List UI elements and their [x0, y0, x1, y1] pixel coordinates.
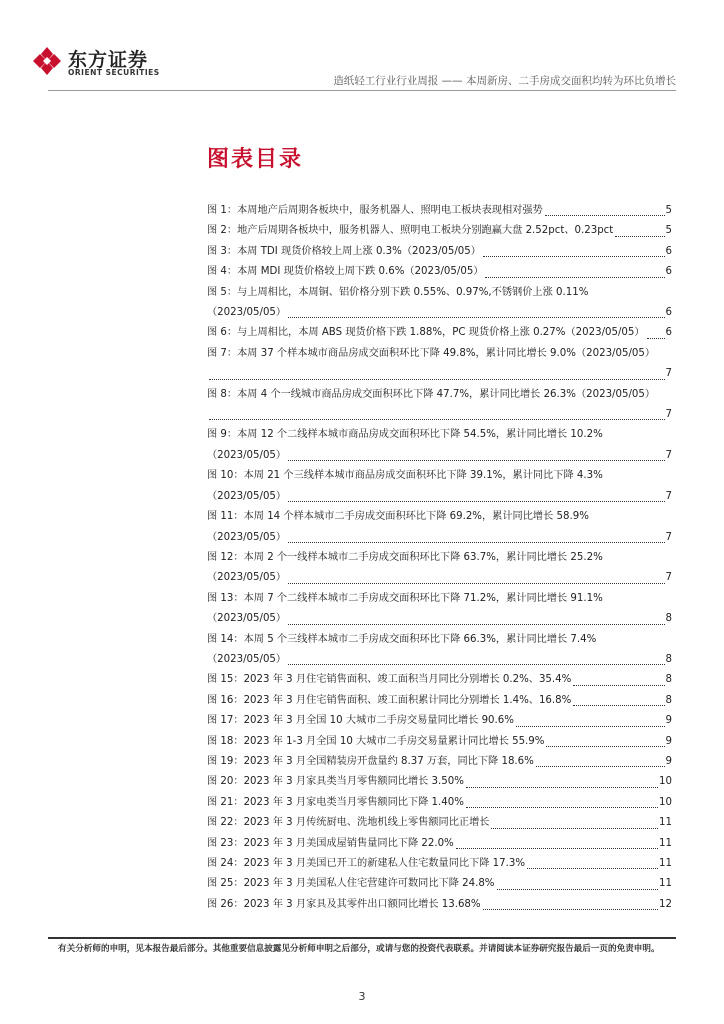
toc-leader-dots	[536, 766, 665, 767]
logo-english-name: ORIENT SECURITIES	[68, 68, 160, 77]
toc-leader-dots	[573, 685, 664, 686]
toc-entry-title: 图 23：2023 年 3 月美国成屋销售量同比下降 22.0%	[207, 837, 454, 849]
toc-entry[interactable]	[207, 670, 672, 690]
toc-leader-dots	[466, 787, 658, 788]
toc-entry-title: 图 6：与上周相比，本周 ABS 现货价格下跌 1.88%，PC 现货价格上涨 0.27%（2023/05/05）	[207, 327, 645, 339]
toc-entry[interactable]	[207, 466, 672, 507]
toc-entry[interactable]	[207, 895, 672, 915]
toc-leader-dots	[527, 868, 658, 869]
toc-page-number: 9	[665, 715, 672, 727]
toc-leader-dots	[647, 338, 665, 339]
toc-entry-title: 图 14：本周 5 个三线样本城市二手房成交面积环比下降 66.3%，累计同比增长 7.4%	[207, 633, 597, 645]
toc-page-number: 6	[665, 266, 672, 278]
toc-entry-title: 图 9：本周 12 个二线样本城市商品房成交面积环比下降 54.5%，累计同比增长 10.2%	[207, 429, 603, 441]
toc-page-number: 7	[665, 368, 672, 380]
toc-entry[interactable]	[207, 854, 672, 874]
toc-entry-title: 图 25：2023 年 3 月美国私人住宅营建许可数同比下降 24.8%	[207, 878, 495, 890]
toc-leader-dots	[288, 664, 664, 665]
toc-entry[interactable]	[207, 201, 672, 221]
toc-entry[interactable]	[207, 874, 672, 894]
toc-entry-continuation: （2023/05/05）	[207, 572, 287, 584]
toc-entry[interactable]	[207, 385, 672, 426]
toc-page-number: 12	[659, 898, 672, 910]
toc-entry-title: 图 1：本周地产后周期各板块中，服务机器人、照明电工板块表现相对强势	[207, 205, 543, 216]
toc-leader-dots	[288, 542, 664, 543]
toc-entry[interactable]	[207, 507, 672, 548]
toc-leader-dots	[491, 828, 658, 829]
toc-entry-continuation: （2023/05/05）	[207, 613, 287, 625]
toc-leader-dots	[209, 379, 665, 380]
toc-leader-dots	[483, 256, 665, 257]
toc-entry-title: 图 5：与上周相比，本周铜、铝价格分别下跌 0.55%、0.97%,不锈钢价上涨 0.11%	[207, 286, 589, 298]
toc-entry-continuation: （2023/05/05）	[207, 490, 287, 502]
toc-entry-continuation: （2023/05/05）	[207, 449, 287, 461]
toc-page-number: 6	[665, 327, 672, 339]
toc-page-number: 6	[665, 307, 672, 319]
toc-leader-dots	[545, 215, 665, 216]
toc-entry-title: 图 26：2023 年 3 月家具及其零件出口额同比增长 13.68%	[207, 898, 481, 910]
toc-page-number: 8	[665, 694, 672, 706]
toc-entry[interactable]	[207, 630, 672, 671]
toc-page-number: 5	[665, 225, 672, 237]
report-subtitle: 造纸轻工行业行业周报 —— 本周新房、二手房成交面积均转为环比负增长	[333, 75, 676, 87]
company-logo	[32, 44, 162, 78]
toc-entry[interactable]	[207, 691, 672, 711]
toc-page-number: 9	[665, 755, 672, 767]
toc-leader-dots	[615, 236, 664, 237]
toc-entry[interactable]	[207, 548, 672, 589]
toc-entry-title: 图 21：2023 年 3 月家电类当月零售额同比下降 1.40%	[207, 796, 464, 808]
toc-page-number: 7	[665, 409, 672, 421]
toc-entry[interactable]	[207, 323, 672, 343]
toc-page-number: 11	[659, 878, 672, 890]
toc-entry[interactable]	[207, 711, 672, 731]
toc-entry-title: 图 2：地产后周期各板块中，服务机器人、照明电工板块分别跑赢大盘 2.52pct、0.23pct	[207, 225, 614, 237]
toc-entry-continuation: （2023/05/05）	[207, 653, 287, 665]
toc-entry-title: 图 12：本周 2 个一线样本城市二手房成交面积环比下降 63.7%，累计同比增长 25.2%	[207, 551, 603, 563]
toc-leader-dots	[288, 460, 664, 461]
toc-entry[interactable]	[207, 589, 672, 630]
toc-title: 图表目录	[207, 147, 304, 172]
toc-leader-dots	[209, 419, 665, 420]
toc-leader-dots	[288, 501, 664, 502]
toc-entry-title: 图 13：本周 7 个二线样本城市二手房成交面积环比下降 71.2%，累计同比增长 91.1%	[207, 592, 603, 604]
toc-entry[interactable]	[207, 772, 672, 792]
footer-divider	[48, 937, 676, 939]
toc-entry-title: 图 18：2023 年 1-3 月全国 10 大城市二手房交易量累计同比增长 55.9%	[207, 735, 545, 747]
toc-leader-dots	[288, 624, 664, 625]
toc-entry[interactable]	[207, 262, 672, 282]
toc-leader-dots	[516, 726, 665, 727]
toc-leader-dots	[466, 807, 658, 808]
toc-list	[207, 201, 672, 915]
toc-entry-title: 图 16：2023 年 3 月住宅销售面积、竣工面积累计同比分别增长 1.4%、16.8%	[207, 694, 572, 706]
toc-leader-dots	[485, 277, 664, 278]
toc-leader-dots	[288, 317, 664, 318]
toc-page-number: 9	[665, 735, 672, 747]
toc-entry[interactable]	[207, 752, 672, 772]
toc-leader-dots	[497, 889, 659, 890]
toc-entry-continuation: （2023/05/05）	[207, 531, 287, 543]
toc-entry[interactable]	[207, 732, 672, 752]
toc-entry-title: 图 4：本周 MDI 现货价格较上周下跌 0.6%（2023/05/05）	[207, 266, 484, 278]
toc-entry[interactable]	[207, 344, 672, 385]
logo-chinese-name: 东方证券	[68, 49, 149, 71]
toc-entry-title: 图 19：2023 年 3 月全国精装房开盘量约 8.37 万套，同比下降 18.6%	[207, 755, 534, 767]
toc-entry[interactable]	[207, 242, 672, 262]
toc-entry[interactable]	[207, 221, 672, 241]
toc-entry-continuation: （2023/05/05）	[207, 307, 287, 319]
toc-entry[interactable]	[207, 425, 672, 466]
toc-leader-dots	[456, 848, 658, 849]
page-number: 3	[358, 990, 366, 1003]
toc-page-number: 7	[665, 490, 672, 502]
header-divider	[48, 90, 676, 91]
toc-leader-dots	[546, 746, 664, 747]
toc-leader-dots	[288, 583, 664, 584]
footer-disclaimer: 有关分析师的申明，见本报告最后部分。其他重要信息披露见分析师申明之后部分，或请与您的投资代表联系。并请阅读本证券研究报告最后一页的免责申明。	[58, 944, 660, 954]
toc-page-number: 8	[665, 674, 672, 686]
toc-page-number: 11	[659, 837, 672, 849]
toc-entry-title: 图 10：本周 21 个三线样本城市商品房成交面积环比下降 39.1%，累计同比下降 4.3%	[207, 470, 603, 482]
toc-page-number: 10	[659, 776, 672, 788]
toc-entry-title: 图 3：本周 TDI 现货价格较上周上涨 0.3%（2023/05/05）	[207, 245, 481, 257]
toc-entry-title: 图 24：2023 年 3 月美国已开工的新建私人住宅数量同比下降 17.3%	[207, 858, 526, 869]
toc-page-number: 8	[665, 613, 672, 625]
toc-page-number: 8	[665, 653, 672, 665]
toc-page-number: 5	[665, 205, 672, 216]
toc-entry-title: 图 22：2023 年 3 月传统厨电、洗地机线上零售额同比正增长	[207, 817, 490, 829]
toc-page-number: 6	[665, 245, 672, 257]
toc-entry-title: 图 7：本周 37 个样本城市商品房成交面积环比下降 49.8%，累计同比增长 9.0%（2023/05/05）	[207, 347, 656, 359]
toc-entry[interactable]	[207, 793, 672, 813]
toc-entry[interactable]	[207, 834, 672, 854]
orient-logo-icon	[32, 46, 62, 76]
toc-entry-title: 图 15：2023 年 3 月住宅销售面积、竣工面积当月同比分别增长 0.2%、35.4%	[207, 674, 572, 686]
toc-page-number: 11	[659, 817, 672, 829]
toc-entry-title: 图 20：2023 年 3 月家具类当月零售额同比增长 3.50%	[207, 776, 464, 788]
toc-entry[interactable]	[207, 283, 672, 324]
toc-entry-title: 图 8：本周 4 个一线城市商品房成交面积环比下降 47.7%，累计同比增长 26.3%（2023/05/05）	[207, 388, 656, 400]
toc-entry[interactable]	[207, 813, 672, 833]
toc-page-number: 10	[659, 796, 672, 808]
toc-page-number: 7	[665, 531, 672, 543]
toc-leader-dots	[573, 705, 664, 706]
toc-entry-title: 图 17：2023 年 3 月全国 10 大城市二手房交易量同比增长 90.6%	[207, 715, 514, 727]
toc-entry-title: 图 11：本周 14 个样本城市二手房成交面积环比下降 69.2%，累计同比增长 58.9%	[207, 511, 589, 523]
toc-page-number: 11	[659, 858, 672, 869]
toc-page-number: 7	[665, 572, 672, 584]
toc-page-number: 7	[665, 449, 672, 461]
toc-leader-dots	[483, 909, 658, 910]
